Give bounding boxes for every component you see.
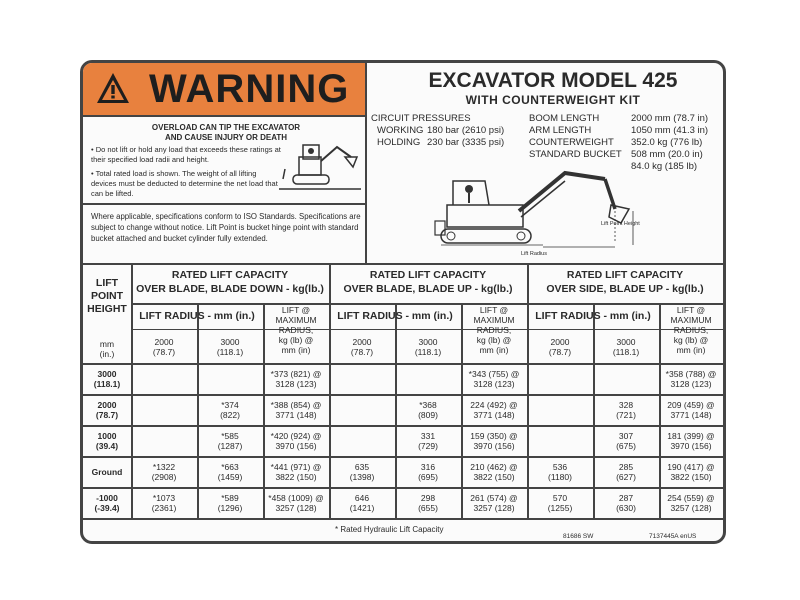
- table-cell: 331 (729): [418, 431, 438, 451]
- excavator-diagram: [433, 159, 683, 259]
- table-cell: *458 (1009) @ 3257 (128): [268, 493, 324, 513]
- dimension-label: BOOM LENGTH: [529, 113, 600, 124]
- lift-point-height-label: Lift Point Height: [601, 221, 640, 227]
- dimension-value: 1050 mm (41.3 in): [631, 125, 709, 136]
- row-height-label: Ground: [91, 467, 123, 477]
- group-header-over-side: RATED LIFT CAPACITY OVER SIDE, BLADE UP - kg(lb.): [546, 269, 704, 295]
- lift-point-height-header: LIFT POINT HEIGHT: [87, 277, 127, 315]
- table-cell: *663 (1459): [217, 462, 243, 482]
- table-cell: 570 (1255): [547, 493, 573, 513]
- column-header: 3000 (118.1): [216, 337, 244, 357]
- dimension-label: STANDARD BUCKET: [529, 149, 622, 160]
- table-cell: *358 (788) @ 3128 (123): [665, 369, 717, 389]
- table-cell: *388 (854) @ 3771 (148): [270, 400, 322, 420]
- table-cell: 159 (350) @ 3970 (156): [470, 431, 518, 451]
- row-height-label: 3000 (118.1): [93, 369, 121, 389]
- model-subtitle: WITH COUNTERWEIGHT KIT: [465, 93, 641, 107]
- column-header: 2000 (78.7): [548, 337, 572, 357]
- dimension-value: 2000 mm (78.7 in): [631, 113, 709, 124]
- table-cell: 287 (630): [616, 493, 636, 513]
- table-cell: *585 (1287): [217, 431, 243, 451]
- footnote: * Rated Hydraulic Lift Capacity: [335, 525, 444, 534]
- table-cell: 209 (459) @ 3771 (148): [667, 400, 715, 420]
- table-cell: *373 (821) @ 3128 (123): [270, 369, 322, 389]
- divider: [83, 115, 365, 117]
- row-height-label: -1000 (-39.4): [94, 493, 120, 513]
- column-header: 3000 (118.1): [612, 337, 640, 357]
- table-cell: *441 (971) @ 3822 (150): [270, 462, 322, 482]
- lift-radius-header: LIFT RADIUS - mm (in.): [337, 310, 453, 322]
- dimension-value: 84.0 kg (185 lb): [631, 161, 698, 172]
- warning-bullet: • Total rated load is shown. The weight of all lifting devices must be deducted to determine the net load that can be lifted.: [91, 169, 278, 198]
- table-cell: *1322 (2908): [151, 462, 177, 482]
- model-header: [383, 69, 723, 107]
- lift-radius-label: Lift Radius: [521, 251, 547, 257]
- table-cell: *374 (822): [220, 400, 240, 420]
- column-header: LIFT @ MAXIMUM RADIUS, kg (lb) @ mm (in): [473, 305, 515, 355]
- circuit-value: 180 bar (2610 psi): [427, 125, 505, 136]
- specification-note: Where applicable, specifications conform to ISO Standards. Specifications are subject to change without notice. Lift Point is bucket hinge point with standard bucket attached and bucket cylinder fully extended.: [91, 212, 361, 243]
- column-header: 2000 (78.7): [152, 337, 176, 357]
- table-cell: 536 (1180): [548, 462, 572, 482]
- table-cell: 285 (627): [616, 462, 636, 482]
- table-cell: 328 (721): [616, 400, 636, 420]
- table-cell: 646 (1421): [349, 493, 375, 513]
- model-title: EXCAVATOR MODEL 425: [428, 69, 678, 92]
- table-cell: *368 (809): [418, 400, 438, 420]
- circuit-label: HOLDING: [377, 137, 421, 148]
- warning-triangle-icon: [95, 71, 131, 105]
- table-cell: 635 (1398): [349, 462, 375, 482]
- lift-radius-header: LIFT RADIUS - mm (in.): [535, 310, 651, 322]
- warning-banner: [83, 63, 365, 115]
- table-cell: 254 (559) @ 3257 (128): [667, 493, 715, 513]
- table-cell: 307 (675): [616, 431, 636, 451]
- table-cell: 261 (574) @ 3257 (128): [470, 493, 518, 513]
- warning-word: WARNING: [149, 67, 350, 111]
- lift-radius-header: LIFT RADIUS - mm (in.): [139, 310, 255, 322]
- table-cell: *1073 (2361): [151, 493, 177, 513]
- table-cell: 224 (492) @ 3771 (148): [470, 400, 518, 420]
- dimension-value: 352.0 kg (776 lb): [631, 137, 703, 148]
- warning-subheading: OVERLOAD CAN TIP THE EXCAVATOR AND CAUSE INJURY OR DEATH: [151, 123, 301, 142]
- circuit-value: 230 bar (3335 psi): [427, 137, 505, 148]
- part-code: 81686 SW: [563, 533, 594, 540]
- dimension-label: ARM LENGTH: [529, 125, 592, 136]
- circuit-label: WORKING: [377, 125, 424, 136]
- divider: [83, 203, 365, 205]
- circuit-heading: CIRCUIT PRESSURES: [371, 113, 471, 124]
- table-cell: *589 (1296): [217, 493, 243, 513]
- divider: [365, 63, 367, 263]
- excavator-tipping-icon: [279, 129, 361, 193]
- table-cell: 190 (417) @ 3822 (150): [667, 462, 715, 482]
- column-header: 3000 (118.1): [414, 337, 442, 357]
- lift-capacity-table: [83, 263, 723, 519]
- part-code: 7137445A enUS: [649, 533, 697, 540]
- group-header-blade-down: RATED LIFT CAPACITY OVER BLADE, BLADE DOWN - kg(lb.): [136, 269, 324, 295]
- column-header: LIFT @ MAXIMUM RADIUS, kg (lb) @ mm (in): [275, 305, 317, 355]
- table-cell: *343 (755) @ 3128 (123): [468, 369, 520, 389]
- column-header: 2000 (78.7): [350, 337, 374, 357]
- dimension-value: 508 mm (20.0 in): [631, 149, 703, 160]
- table-cell: 210 (462) @ 3822 (150): [470, 462, 518, 482]
- row-height-label: 2000 (78.7): [95, 400, 119, 420]
- column-header: LIFT @ MAXIMUM RADIUS, kg (lb) @ mm (in): [670, 305, 712, 355]
- dimension-label: COUNTERWEIGHT: [529, 137, 614, 148]
- unit-header: mm (in.): [99, 339, 115, 359]
- warning-decal: [80, 60, 726, 544]
- table-cell: 316 (695): [418, 462, 438, 482]
- row-height-label: 1000 (39.4): [95, 431, 119, 451]
- table-cell: *420 (924) @ 3970 (156): [270, 431, 322, 451]
- warning-bullet: • Do not lift or hold any load that exceeds these ratings at their specified load radii and height.: [91, 145, 281, 164]
- table-cell: 181 (399) @ 3970 (156): [667, 431, 715, 451]
- group-header-blade-up: RATED LIFT CAPACITY OVER BLADE, BLADE UP - kg(lb.): [343, 269, 513, 295]
- table-cell: 298 (655): [418, 493, 438, 513]
